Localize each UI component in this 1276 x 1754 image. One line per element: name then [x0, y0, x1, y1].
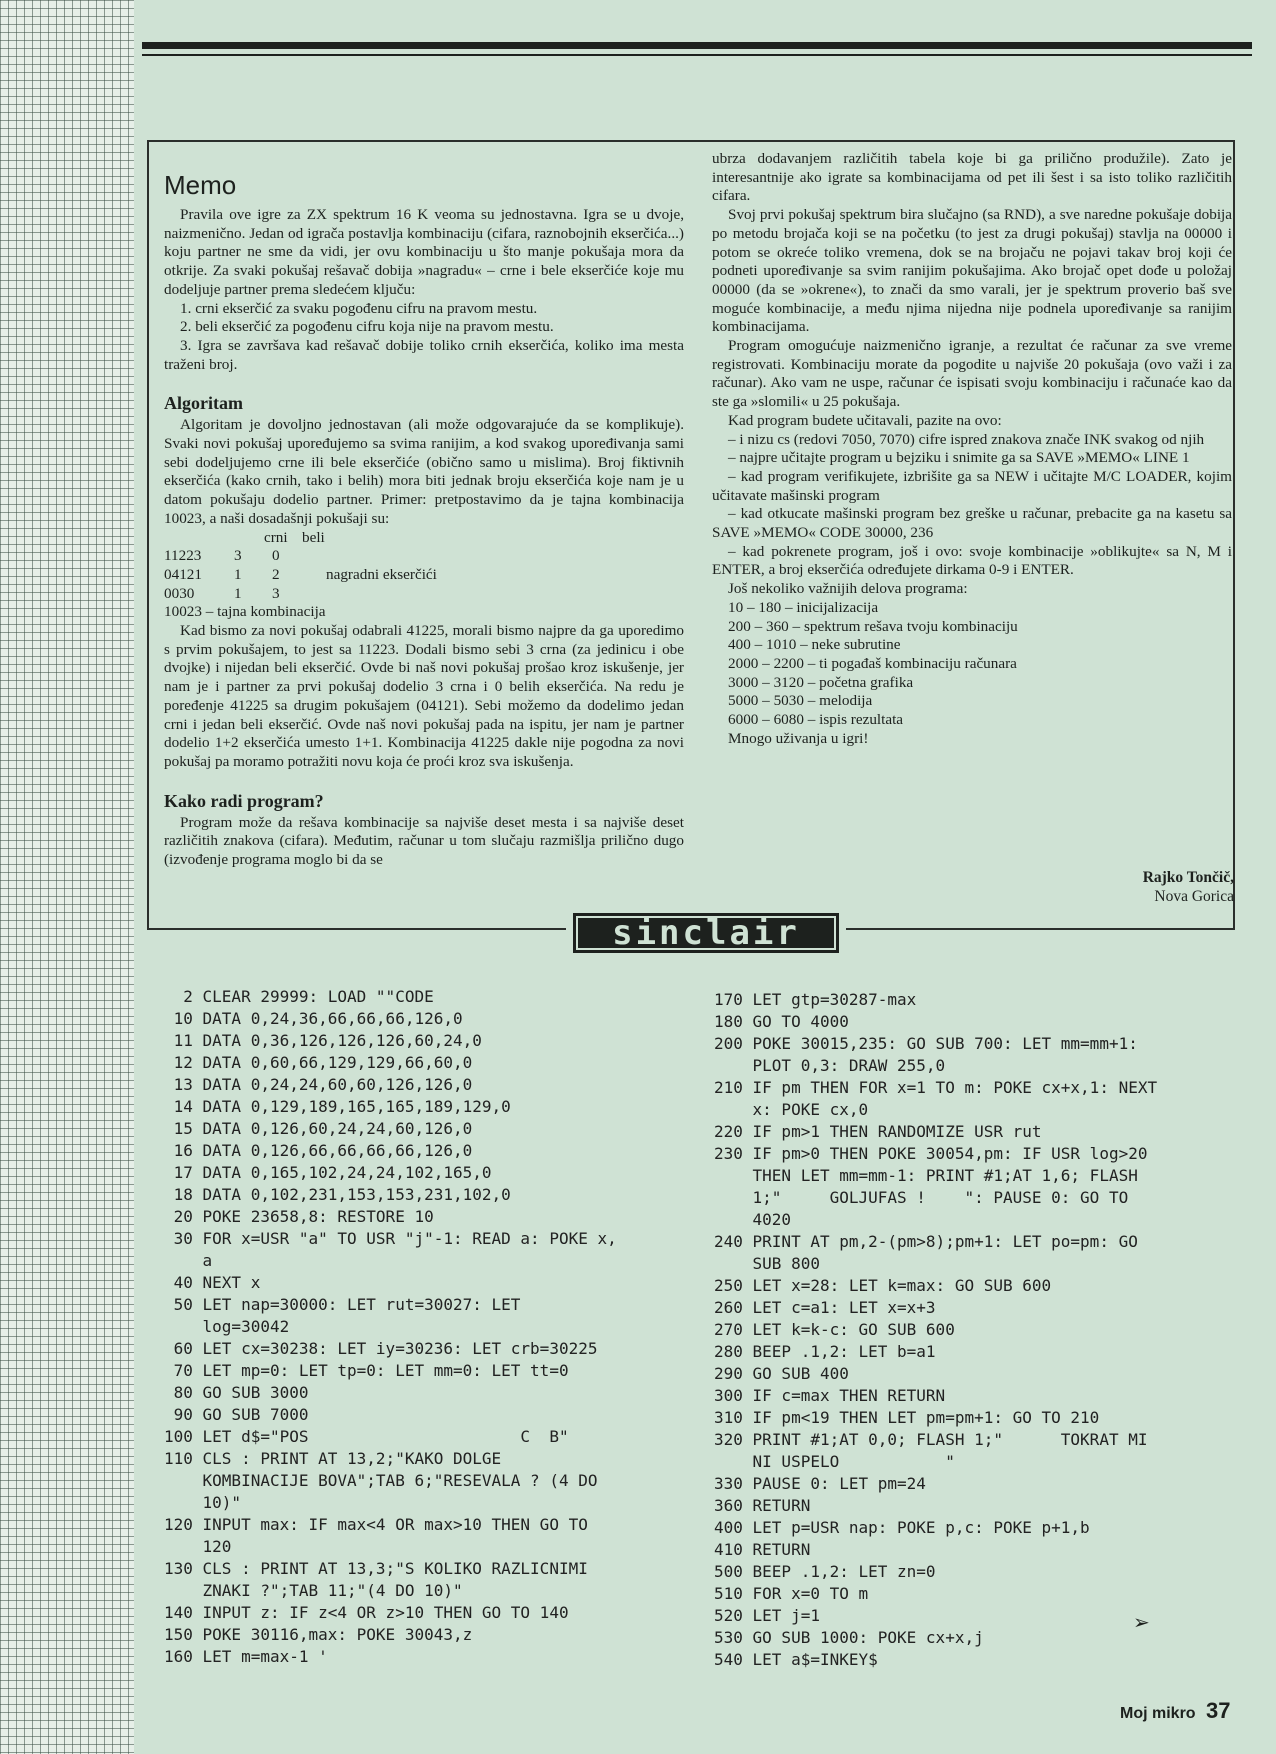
program-paragraph: Program može da rešava kombinacije sa najviše deset mesta i sa najviše deset različitih znakova (cifara). Međutim, računar u tom slučaju razmišlja prilično dugo (izvođenje programa moglo bi da se: [164, 813, 684, 869]
code-line: 150 POKE 30116,max: POKE 30043,z: [164, 1625, 473, 1644]
continuation-paragraph: ubrza dodavanjem različitih tabela koje bi ga prilično produžile). Zato je interesantnije ako igrate sa kombinacijama od pet ili šest i sa isto toliko različitih cifara.: [712, 150, 1232, 205]
code-line: x: POKE cx,0: [714, 1100, 869, 1119]
header-crni: crni: [264, 528, 288, 546]
code-line: THEN LET mm=mm-1: PRINT #1;AT 1,6; FLASH: [714, 1166, 1138, 1185]
instruction-item: – kad program verifikujete, izbrišite ga sa NEW i učitajte M/C LOADER, kojim učitavate mašinski program: [712, 467, 1232, 504]
sinclair-logo-text: sinclair: [573, 913, 839, 953]
code-line: KOMBINACIJE BOVA";TAB 6;"RESEVALA ? (4 DO: [164, 1471, 598, 1490]
code-line: 280 BEEP .1,2: LET b=a1: [714, 1342, 936, 1361]
code-line: 10 DATA 0,24,36,66,66,66,126,0: [164, 1009, 463, 1028]
code-line: 30 FOR x=USR "a" TO USR "j"-1: READ a: POKE x,: [164, 1229, 617, 1248]
code-line: 500 BEEP .1,2: LET zn=0: [714, 1562, 936, 1581]
code-line: 130 CLS : PRINT AT 13,3;"S KOLIKO RAZLICNIMI: [164, 1559, 588, 1578]
program-part: 2000 – 2200 – ti pogađaš kombinaciju računara: [728, 654, 1017, 672]
code-line: 110 CLS : PRINT AT 13,2;"KAKO DOLGE: [164, 1449, 502, 1468]
code-line: 40 NEXT x: [164, 1273, 261, 1292]
code-line: 360 RETURN: [714, 1496, 811, 1515]
code-line: 410 RETURN: [714, 1540, 811, 1559]
code-line: 100 LET d$="POS C B": [164, 1427, 569, 1446]
code-line: 13 DATA 0,24,24,60,60,126,126,0: [164, 1075, 473, 1094]
secret-combination: 10023 – tajna kombinacija: [164, 603, 326, 621]
rule-2: 2. beli ekserčić za pogođenu cifru koja nije na pravom mestu.: [180, 318, 554, 336]
code-line: 530 GO SUB 1000: POKE cx+x,j: [714, 1628, 984, 1647]
article-column-right: [712, 150, 1232, 749]
code-line: 14 DATA 0,129,189,165,165,189,129,0: [164, 1097, 511, 1116]
code-line: 160 LET m=max-1 ': [164, 1647, 328, 1666]
code-line: 270 LET k=k-c: GO SUB 600: [714, 1320, 955, 1339]
code-line: 300 IF c=max THEN RETURN: [714, 1386, 946, 1405]
code-line: SUB 800: [714, 1254, 820, 1273]
program-part: 6000 – 6080 – ispis rezultata: [728, 711, 904, 729]
table-header: [164, 529, 684, 548]
continue-arrow-icon: ➢: [1133, 1610, 1150, 1634]
code-line: 2 CLEAR 29999: LOAD ""CODE: [164, 987, 434, 1006]
code-line: 120: [164, 1537, 232, 1556]
example-paragraph: Kad bismo za novi pokušaj odabrali 41225, morali bismo najpre da ga uporedimo s prvim pokušajem, to jest sa 11223. Dodali bismo sebi 3 crna (za jedinicu i obe dvojke) i nijedan beli ekserčić. Ovde bi naš novi pokušaj prošao kroz iskušenje, jer nam je i partner za prvi pokušaj dodelio 3 crna i 0 belih ekserčića. Na redu je poređenje 41225 sa drugim pokušajem (04121). Sebi možemo da dodelimo jedan crni i jedan beli ekserčić. Ovde naš novi pokušaj pada na ispitu, jer nam je partner dodelio 1+2 ekserčića umesto 1+1. Kombinacija 41225 dakle nije pogodna za novi pokušaj pa moramo potražiti novu koja će proći kroz sva iskušenja.: [164, 622, 684, 770]
closing-line: Mnogo uživanja u igri!: [728, 729, 869, 747]
code-line: 260 LET c=a1: LET x=x+3: [714, 1298, 936, 1317]
article-title: Memo: [164, 170, 237, 200]
attempts-table: [164, 529, 684, 604]
code-line: PLOT 0,3: DRAW 255,0: [714, 1056, 946, 1075]
header-beli: beli: [302, 528, 325, 546]
code-line: 20 POKE 23658,8: RESTORE 10: [164, 1207, 434, 1226]
instruction-item: – najpre učitajte program u bejziku i snimite ga sa SAVE »MEMO« LINE 1: [728, 449, 1190, 467]
table-row: 04121 1 2 nagradni ekserčići: [164, 565, 437, 583]
code-line: 330 PAUSE 0: LET pm=24: [714, 1474, 926, 1493]
program-part: 400 – 1010 – neke subrutine: [728, 636, 901, 654]
code-line: 17 DATA 0,165,102,24,24,102,165,0: [164, 1163, 492, 1182]
code-line: NI USPELO ": [714, 1452, 955, 1471]
instruction-item: – kad pokrenete program, još i ovo: svoje kombinacije »oblikujte« sa N, M i ENTER, a broj ekserčića određujete dirkama 0-9 i ENTER.: [712, 542, 1232, 579]
code-line: 540 LET a$=INKEY$: [714, 1650, 878, 1669]
code-line: 320 PRINT #1;AT 0,0; FLASH 1;" TOKRAT MI: [714, 1430, 1148, 1449]
code-line: 15 DATA 0,126,60,24,24,60,126,0: [164, 1119, 473, 1138]
page-number: 37: [1206, 1698, 1231, 1723]
code-line: 400 LET p=USR nap: POKE p,c: POKE p+1,b: [714, 1518, 1090, 1537]
program-part: 200 – 360 – spektrum rešava tvoju kombinaciju: [728, 617, 1018, 635]
code-line: 140 INPUT z: IF z<4 OR z>10 THEN GO TO 140: [164, 1603, 569, 1622]
paragraph-parts: Još nekoliko važnijih delova programa:: [728, 580, 968, 598]
code-line: 12 DATA 0,60,66,129,129,66,60,0: [164, 1053, 473, 1072]
code-line: 18 DATA 0,102,231,153,153,231,102,0: [164, 1185, 511, 1204]
instruction-item: – kad otkucate mašinski program bez greške u računar, prebacite ga na kasetu sa SAVE »MEMO« CODE 30000, 236: [712, 505, 1232, 542]
basic-listing-right: [714, 989, 1157, 1671]
code-line: 310 IF pm<19 THEN LET pm=pm+1: GO TO 210: [714, 1408, 1100, 1427]
table-row: 0030 1 3: [164, 584, 280, 602]
code-line: 200 POKE 30015,235: GO SUB 700: LET mm=mm+1:: [714, 1034, 1138, 1053]
author-name: Rajko Tončič,: [1142, 869, 1234, 886]
code-line: 70 LET mp=0: LET tp=0: LET mm=0: LET tt=0: [164, 1361, 569, 1380]
code-line: 230 IF pm>0 THEN POKE 30054,pm: IF USR log>20: [714, 1144, 1148, 1163]
paragraph-rnd: Svoj prvi pokušaj spektrum bira slučajno (sa RND), a sve naredne pokušaje dobija po metodu brojača koji se na početku (to jest za drugi pokušaj) stavlja na 00000 i potom se okreće toliko vremena, dok se na brojaču ne pojavi takav broj koji će podneti upoređivanje sa svim ranijim pokušajima. Ako brojač opet dođe u položaj 00000 (da se »okrene«), to znači da smo varali, jer je spektrum proverio baš sve moguće kombinacije, a među njima nijedna nije podnela upoređivanje sa ranijim kombinacijama.: [712, 206, 1232, 336]
paragraph-loading: Kad program budete učitavali, pazite na ovo:: [728, 411, 1002, 429]
intro-paragraph: Pravila ove igre za ZX spektrum 16 K veoma su jednostavna. Igra se u dvoje, naizmenično. Jedan od igrača postavlja kombinaciju (cifara, raznobojnih ekserčića...) koju partner ne sme da vidi, jer ovu kombinaciju u što manje pokušaja mora da otkrije. Za svaki pokušaj rešavač dobija »nagradu« – crne i bele ekserčiće koje mu dodeljuje partner prema sledećem ključu:: [164, 206, 684, 298]
code-line: 520 LET j=1: [714, 1606, 820, 1625]
code-line: 4020: [714, 1210, 792, 1229]
code-line: 240 PRINT AT pm,2-(pm>8);pm+1: LET po=pm: GO: [714, 1232, 1138, 1251]
header-rule-thin: [142, 54, 1252, 56]
code-line: 250 LET x=28: LET k=max: GO SUB 600: [714, 1276, 1052, 1295]
code-line: ZNAKI ?";TAB 11;"(4 DO 10)": [164, 1581, 463, 1600]
author-city: Nova Gorica: [1154, 888, 1234, 905]
code-line: 290 GO SUB 400: [714, 1364, 849, 1383]
code-line: 90 GO SUB 7000: [164, 1405, 309, 1424]
code-line: 11 DATA 0,36,126,126,126,60,24,0: [164, 1031, 482, 1050]
code-line: 16 DATA 0,126,66,66,66,66,126,0: [164, 1141, 473, 1160]
code-line: 60 LET cx=30238: LET iy=30236: LET crb=30225: [164, 1339, 598, 1358]
instruction-item: – i nizu cs (redovi 7050, 7070) cifre ispred znakova znače INK svakog od njih: [728, 430, 1205, 448]
page-footer: [1120, 1698, 1231, 1724]
graph-paper-margin: [0, 0, 134, 1754]
magazine-name: Moj mikro: [1120, 1705, 1196, 1722]
paragraph-scoring: Program omogućuje naizmenično igranje, a rezultat će računar za sve vreme registrovati. Kombinaciju morate da pogodite u najviše 20 pokušaja (ovo važi i za računar). Ako vam ne uspe, računar će ispisati svoju kombinaciju i računaće kao da ste ga »slomili« u 25 pokušaja.: [712, 337, 1232, 411]
code-line: 1;" GOLJUFAS ! ": PAUSE 0: GO TO: [714, 1188, 1129, 1207]
program-part: 10 – 180 – inicijalizacija: [728, 598, 879, 616]
header-rule: [142, 42, 1252, 49]
program-part: 3000 – 3120 – početna grafika: [728, 673, 914, 691]
table-row: 11223 3 0: [164, 547, 280, 565]
code-line: 80 GO SUB 3000: [164, 1383, 309, 1402]
code-line: log=30042: [164, 1317, 290, 1336]
code-line: a: [164, 1251, 213, 1270]
code-line: 170 LET gtp=30287-max: [714, 990, 917, 1009]
code-line: 10)": [164, 1493, 242, 1512]
author-signature: [1000, 868, 1234, 906]
section-heading-kako-radi: Kako radi program?: [164, 790, 324, 811]
rule-3: 3. Igra se završava kad rešavač dobije toliko crnih ekserčića, koliko ima mesta traženi broj.: [164, 336, 684, 373]
sinclair-logo: [566, 913, 846, 953]
rule-1: 1. crni ekserčić za svaku pogođenu cifru na pravom mestu.: [180, 299, 538, 317]
basic-listing-left: [164, 986, 617, 1668]
code-line: 210 IF pm THEN FOR x=1 TO m: POKE cx+x,1: NEXT: [714, 1078, 1158, 1097]
article-column-left: [164, 170, 684, 870]
program-part: 5000 – 5030 – melodija: [728, 692, 873, 710]
algorithm-paragraph: Algoritam je dovoljno jednostavan (ali može odgovarajuće da se komplikuje). Svaki novi pokušaj upoređujemo sa svima ranijim, a kod svakog upoređivanja sami sebi dodeljujemo crne ili bele ekserčiće (obično samo u mislima). Broj fiktivnih ekserčića (kako crnih, tako i belih) mora biti jednak broju ekserčića koje nam je u datom pokušaju dodelio partner. Primer: pretpostavimo da je tajna kombinacija 10023, a naši dosadašnji pokušaji su:: [164, 416, 684, 527]
section-heading-algoritam: Algoritam: [164, 393, 243, 414]
code-line: 180 GO TO 4000: [714, 1012, 849, 1031]
code-line: 120 INPUT max: IF max<4 OR max>10 THEN GO TO: [164, 1515, 588, 1534]
code-line: 220 IF pm>1 THEN RANDOMIZE USR rut: [714, 1122, 1042, 1141]
code-line: 50 LET nap=30000: LET rut=30027: LET: [164, 1295, 521, 1314]
code-line: 510 FOR x=0 TO m: [714, 1584, 869, 1603]
